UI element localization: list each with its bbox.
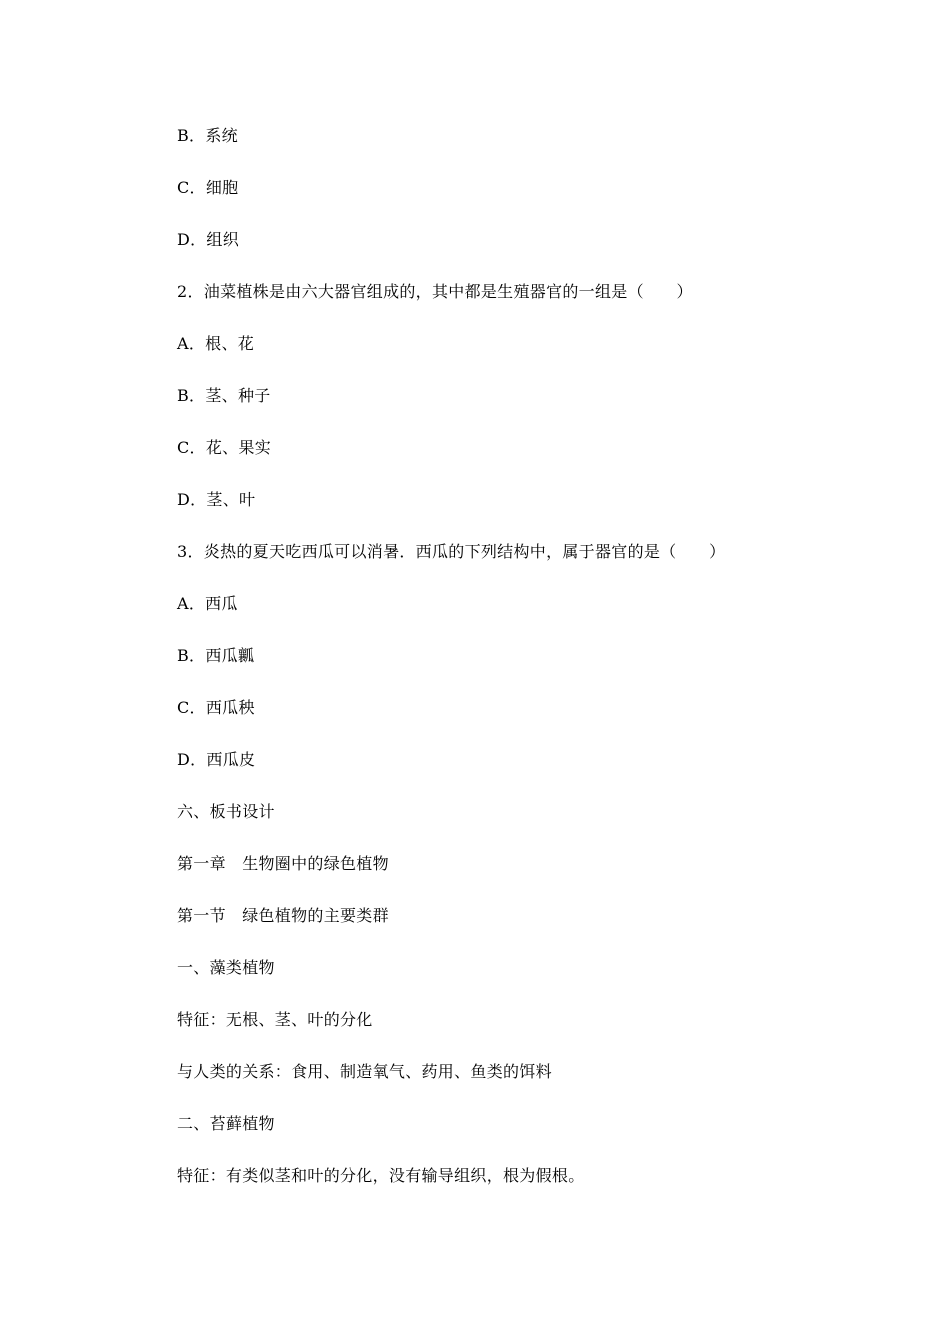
q2-option-d: D．茎、叶 xyxy=(177,490,256,509)
section-heading-board-design: 六、板书设计 xyxy=(177,802,275,821)
question-3: 3．炎热的夏天吃西瓜可以消暑．西瓜的下列结构中，属于器官的是（ ） xyxy=(177,542,726,561)
q3-option-c: C．西瓜秧 xyxy=(177,698,255,717)
q3-option-d: D．西瓜皮 xyxy=(177,750,256,769)
algae-relation-to-humans: 与人类的关系：食用、制造氧气、药用、鱼类的饵料 xyxy=(177,1062,552,1081)
question-2: 2．油菜植株是由六大器官组成的，其中都是生殖器官的一组是（ ） xyxy=(177,282,693,301)
section-heading: 第一节 绿色植物的主要类群 xyxy=(177,906,389,925)
q3-option-a: A．西瓜 xyxy=(177,594,238,613)
q2-option-a: A．根、花 xyxy=(177,334,255,353)
option-d-tissue: D．组织 xyxy=(177,230,240,249)
q2-option-c: C．花、果实 xyxy=(177,438,272,457)
algae-features: 特征：无根、茎、叶的分化 xyxy=(177,1010,373,1029)
subheading-moss: 二、苔藓植物 xyxy=(177,1114,275,1133)
q2-option-b: B．茎、种子 xyxy=(177,386,271,405)
moss-features: 特征：有类似茎和叶的分化，没有输导组织，根为假根。 xyxy=(177,1166,585,1185)
option-c-cell: C．细胞 xyxy=(177,178,239,197)
chapter-heading: 第一章 生物圈中的绿色植物 xyxy=(177,854,389,873)
q3-option-b: B．西瓜瓤 xyxy=(177,646,255,665)
document-body xyxy=(177,124,897,1216)
option-b-system: B．系统 xyxy=(177,126,238,145)
subheading-algae: 一、藻类植物 xyxy=(177,958,275,977)
